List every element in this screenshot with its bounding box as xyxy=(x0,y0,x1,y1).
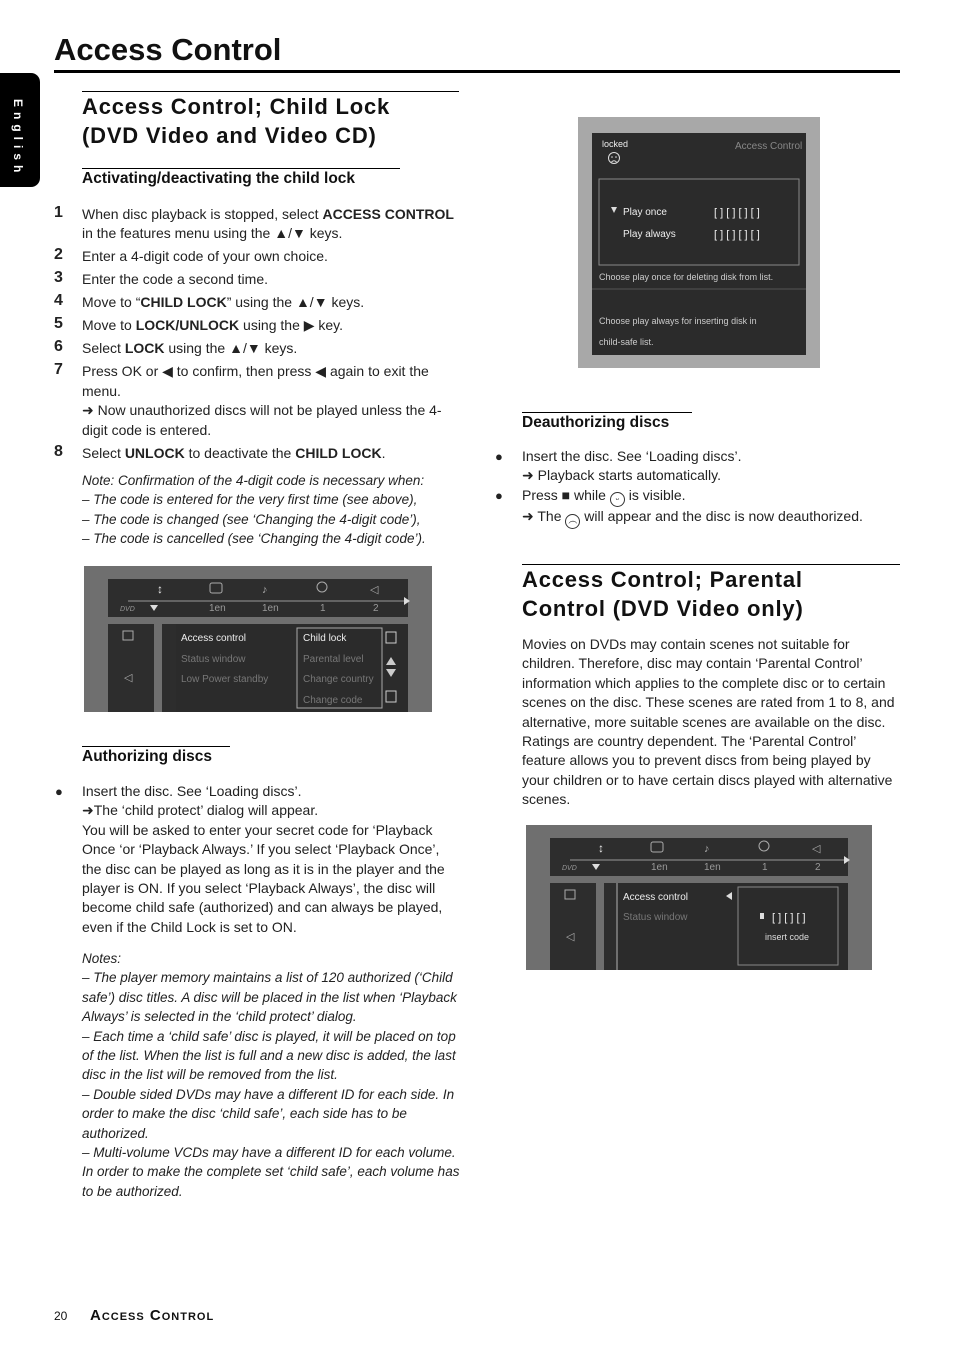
step-text-post: using the ▲/▼ keys. xyxy=(164,340,298,357)
childlock-heading-line2: (DVD Video and Video CD) xyxy=(82,123,377,148)
step-text-b1: UNLOCK xyxy=(124,444,185,461)
submenu-change-code: Change code xyxy=(303,695,363,706)
deauth-bullet-2-post: is visible. xyxy=(624,486,686,503)
locked-screenshot-svg xyxy=(578,117,820,368)
deauth-bullet-2-pre: Press ■ while xyxy=(522,486,610,503)
authorizing-section xyxy=(55,782,457,937)
note-item: – Double sided DVDs may have a different ID for each side. In order to make the disc ‘child safe’, each side has to be authorized. xyxy=(82,1086,455,1141)
step-text-b1: LOCK/UNLOCK xyxy=(135,317,240,334)
step-text-pre: Select xyxy=(82,340,125,357)
locked-screenshot xyxy=(578,117,820,368)
step-number: 7 xyxy=(54,361,63,379)
menu-value: 2 xyxy=(815,862,821,873)
step-text-pre: Enter a 4-digit code of your own choice. xyxy=(82,248,328,265)
svg-text:◁: ◁ xyxy=(124,672,133,684)
menu-value: 1 xyxy=(320,603,326,614)
page-title: Access Control xyxy=(54,32,282,67)
childlock-note xyxy=(82,471,457,549)
bullet-icon: ● xyxy=(495,487,503,503)
step-text-pre: Move to xyxy=(82,317,136,334)
submenu-parental-level: Parental level xyxy=(303,654,364,665)
step-number: 2 xyxy=(54,246,63,264)
childlock-heading xyxy=(82,91,459,150)
step-item xyxy=(54,315,457,335)
svg-text:♪: ♪ xyxy=(704,843,710,855)
menu-value: 1 xyxy=(762,862,768,873)
step-number: 1 xyxy=(54,204,63,221)
parental-heading-line1: Access Control; Parental xyxy=(522,567,803,592)
bullet-icon: ● xyxy=(495,449,503,464)
step-number: 3 xyxy=(54,269,63,287)
play-always-option: Play always xyxy=(623,229,676,240)
step-text-pre: Enter the code a second time. xyxy=(82,271,268,288)
authorizing-heading: Authorizing discs xyxy=(82,748,213,765)
menu-item-access-control: Access control xyxy=(181,633,247,644)
code-slots: [ ] [ ] [ ] [ ] xyxy=(714,229,760,241)
svg-text:↕: ↕ xyxy=(157,582,163,596)
step-text-b1: CHILD LOCK xyxy=(140,294,227,311)
locked-label: locked xyxy=(602,139,629,149)
menu-value: 2 xyxy=(373,603,379,614)
svg-text:♪: ♪ xyxy=(262,584,268,596)
footer-title: Access Control xyxy=(90,1307,215,1324)
title-rule xyxy=(54,70,900,73)
parental-heading-line2: Control (DVD Video only) xyxy=(522,596,804,621)
menu-item-low-power: Low Power standby xyxy=(181,674,269,685)
svg-text:◁: ◁ xyxy=(566,931,575,943)
step-item xyxy=(54,269,457,289)
parental-body: Movies on DVDs may contain scenes not suitable for children. Therefore, disc may contain ‘Parental Control’ information which applies to the complete disc or to certain scenes on the disc. These scenes are rated from 1 to 8, and alternative, more suitable scenes are available on the disc. Ratings are country dependent. The ‘Parental Control’ feature allows you to prevent discs from being played by your children or to have certain discs played with alternative scenes. xyxy=(522,636,895,808)
sad-face-icon: ︵ xyxy=(565,514,580,529)
page-number: 20 xyxy=(54,1309,68,1323)
dvd-logo: DVD xyxy=(120,606,135,613)
note-line: Note: Confirmation of the 4-digit code is necessary when: xyxy=(82,473,425,488)
step-number: 6 xyxy=(54,338,63,356)
menu-item-access-control: Access control xyxy=(623,892,689,903)
step-text-post: to deactivate the xyxy=(184,444,296,461)
step-number: 5 xyxy=(54,315,63,333)
menu-value: 1en xyxy=(651,862,668,873)
menu-value: 1en xyxy=(209,603,226,614)
parental-heading xyxy=(522,564,900,623)
authorizing-heading-rule xyxy=(82,746,230,767)
bullet-icon: ● xyxy=(55,784,63,799)
step-text-post: ➜ Now unauthorized discs will not be played unless the 4-digit code is entered. xyxy=(82,402,442,438)
hint-child-safe: child-safe list. xyxy=(599,337,654,347)
hint-play-always: Choose play always for inserting disk in xyxy=(599,316,757,326)
smiley-icon: ᵕ xyxy=(610,492,625,507)
hint-play-once: Choose play once for deleting disk from list. xyxy=(599,272,774,282)
menu-screenshot-svg xyxy=(84,566,432,712)
step-number: 4 xyxy=(54,292,63,310)
childlock-heading-line1: Access Control; Child Lock xyxy=(82,94,391,119)
step-item xyxy=(54,361,457,440)
step-number: 8 xyxy=(54,442,63,460)
deauth-bullet-1: Insert the disc. See ‘Loading discs’. xyxy=(522,448,742,464)
step-item xyxy=(54,246,457,266)
authorizing-bullet: Insert the disc. See ‘Loading discs’. xyxy=(82,783,302,799)
note-line: – The code is cancelled (see ‘Changing the 4-digit code’). xyxy=(82,531,426,547)
menu-item-status-window: Status window xyxy=(181,654,246,665)
menu-screenshot-2-svg xyxy=(526,825,872,970)
access-control-label: Access Control xyxy=(735,141,803,152)
code-slots: [ ] [ ] [ ] [ ] xyxy=(714,207,760,219)
deauth-heading: Deauthorizing discs xyxy=(522,414,670,431)
note-item: – The player memory maintains a list of 120 authorized (‘Child safe’) disc titles. A disc will be placed in the list when ‘Playback Always’ is selected in the ‘child protect’ dialog. xyxy=(82,970,457,1025)
svg-text:↕: ↕ xyxy=(598,841,604,855)
childlock-subheading-rule xyxy=(82,168,400,189)
step-item xyxy=(54,204,457,244)
authorizing-arrow: ➜The ‘child protect’ dialog will appear. xyxy=(82,802,319,819)
childlock-subheading: Activating/deactivating the child lock xyxy=(82,170,356,187)
insert-code-label: insert code xyxy=(765,932,810,942)
deauth-arrow-1: ➜ Playback starts automatically. xyxy=(522,467,721,484)
step-text-pre: Select xyxy=(82,444,125,461)
play-once-option: Play once xyxy=(623,207,667,218)
deauth-section xyxy=(495,447,902,529)
steps-list xyxy=(54,204,457,467)
deauth-arrow-2-post: will appear and the disc is now deauthorized. xyxy=(580,507,863,524)
note-line: – The code is changed (see ‘Changing the 4-digit code’), xyxy=(82,511,421,527)
dvd-logo: DVD xyxy=(562,865,577,872)
step-text-pre: Press OK or ◀ to confirm, then press ◀ again to exit the menu. xyxy=(82,363,429,399)
submenu-change-country: Change country xyxy=(303,674,374,685)
step-text-b1: LOCK xyxy=(124,340,165,357)
menu-screenshot-access xyxy=(84,566,432,712)
menu-item-status-window: Status window xyxy=(623,912,688,923)
deauth-arrow-2-pre: ➜ The xyxy=(522,507,566,524)
deauth-heading-rule xyxy=(522,412,692,433)
step-text-end: . xyxy=(381,444,386,461)
language-tab xyxy=(0,73,40,187)
step-text-b2: CHILD LOCK xyxy=(295,444,382,461)
step-text-pre: When disc playback is stopped, select xyxy=(82,206,323,222)
svg-text:◁: ◁ xyxy=(812,843,821,855)
step-text-b1: ACCESS CONTROL xyxy=(322,206,454,222)
authorizing-notes xyxy=(82,949,460,1201)
step-item xyxy=(54,338,457,358)
notes-label: Notes: xyxy=(82,951,122,966)
menu-value: 1en xyxy=(262,603,279,614)
step-text-post: in the features menu using the ▲/▼ keys. xyxy=(82,225,343,242)
step-text-post: ” using the ▲/▼ keys. xyxy=(226,294,365,311)
note-line: – The code is entered for the very first time (see above), xyxy=(82,492,418,508)
menu-screenshot-parental xyxy=(526,825,872,970)
step-item xyxy=(54,292,457,312)
step-text-pre: Move to “ xyxy=(82,294,141,311)
authorizing-body: You will be asked to enter your secret code for ‘Playback Once ‘or ‘Playback Always.’ If you select ‘Playback Once’, the disc can be played as long as it is in the player and the player is ON. If you select ‘Playback Always’, the disc will become child safe (authorized) and can always be played, even if the Child Lock is set to ON. xyxy=(82,821,445,935)
step-item xyxy=(54,442,457,463)
submenu-child-lock: Child lock xyxy=(303,633,347,644)
menu-value: 1en xyxy=(704,862,721,873)
code-slots: [ ] [ ] [ ] xyxy=(772,912,806,924)
svg-text:◁: ◁ xyxy=(370,584,379,596)
note-item: – Each time a ‘child safe’ disc is played, it will be placed on top of the list. When the list is full and a new disc is added, the last disc in the list will be removed from the list. xyxy=(82,1028,456,1083)
language-label: English xyxy=(11,99,25,178)
step-text-post: using the ▶ key. xyxy=(239,317,344,334)
note-item: – Multi-volume VCDs may have a different ID for each volume. In order to make the complete set ‘child safe’, each volume has to be authorized. xyxy=(82,1145,460,1199)
